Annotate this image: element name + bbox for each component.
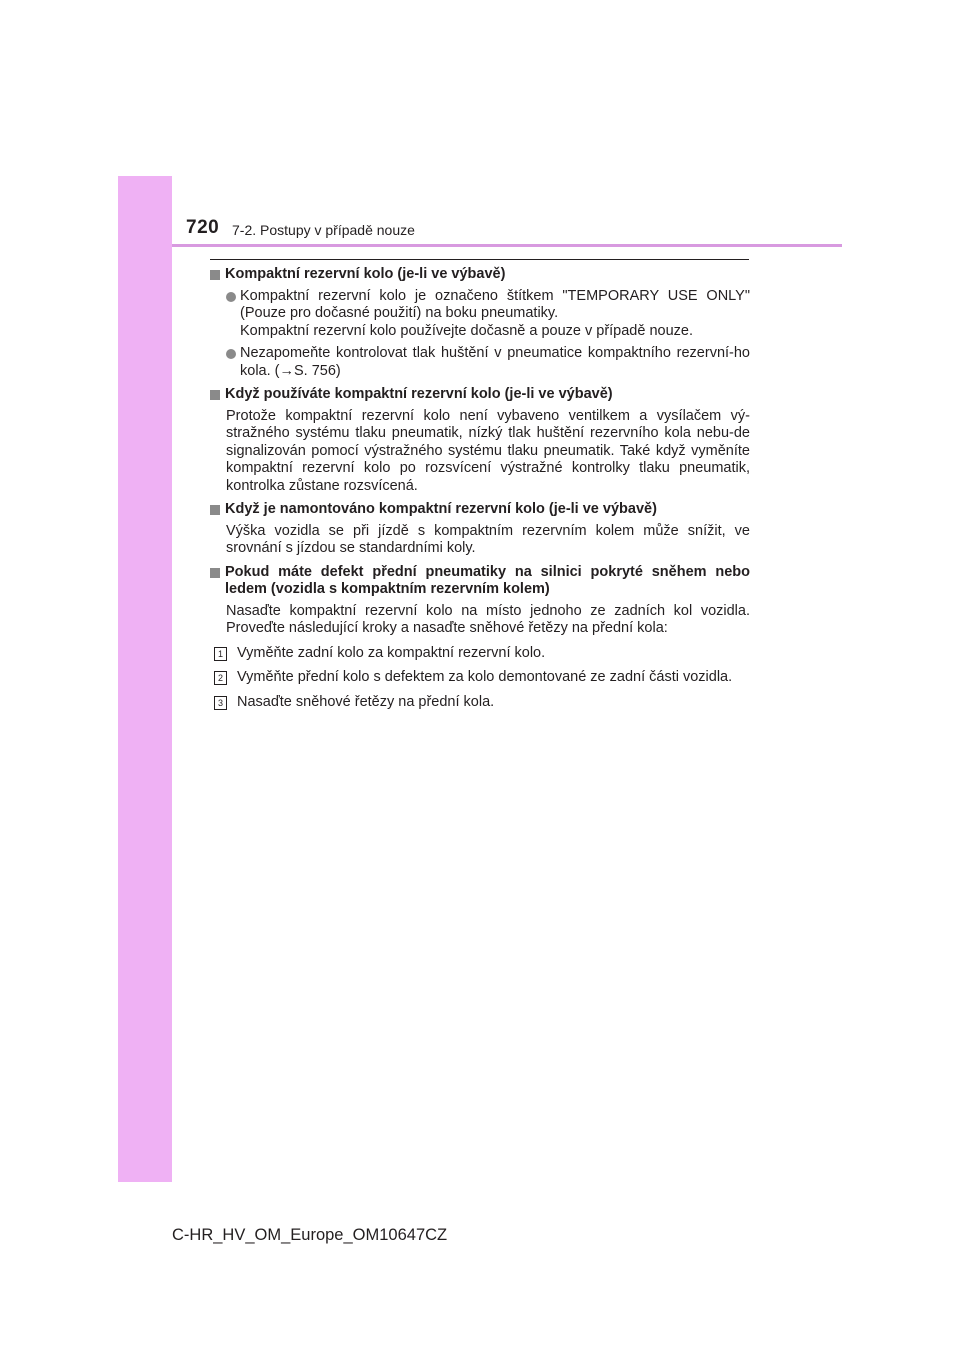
bullet-text: Kompaktní rezervní kolo používejte dočasně a pouze v případě nouze. xyxy=(240,322,694,339)
square-bullet-icon xyxy=(210,270,220,280)
square-bullet-icon xyxy=(210,390,220,400)
round-bullet-icon xyxy=(226,349,236,359)
step-text: Nasaďte sněhové řetězy na přední kola. xyxy=(237,693,495,710)
section-paragraph: Výška vozidla se při jízdě s kompaktním rezervním kolem může snížit, ve srovnání s jízdou se standardními koly. xyxy=(226,522,750,556)
section-heading: Když je namontováno kompaktní rezervní kolo (je-li ve výbavě) xyxy=(210,501,750,519)
section-using-compact-spare xyxy=(210,386,750,495)
side-color-band xyxy=(118,176,172,1182)
step-number: 2 xyxy=(214,671,227,685)
square-bullet-icon xyxy=(210,568,220,578)
section-heading: Když používáte kompaktní rezervní kolo (je-li ve výbavě) xyxy=(210,386,750,404)
section-paragraph: Nasaďte kompaktní rezervní kolo na místo jednoho ze zadních kol vozidla. Proveďte následující kroky a nasaďte sněhové řetězy na přední kola: xyxy=(226,602,750,636)
step-item xyxy=(210,645,750,663)
section-compact-spare xyxy=(210,266,750,380)
round-bullet-icon xyxy=(226,292,236,302)
section-mounted-compact-spare xyxy=(210,501,750,558)
step-number: 3 xyxy=(214,696,227,710)
section-paragraph: Protože kompaktní rezervní kolo není vybaveno ventilkem a vysílačem vý-stražného systému tlaku pneumatik, nízký tlak huštění rezervního kola nebu-de signalizován pomocí výstražného systému tlaku pneumatik. Také když vyměníte kompaktní rezervní kolo po rozsvícení výstražné kontrolky tlaku pneumatik, kontrolka zůstane rozsvícená. xyxy=(226,407,750,494)
section-heading: Kompaktní rezervní kolo (je-li ve výbavě) xyxy=(210,266,750,284)
document-code: C-HR_HV_OM_Europe_OM10647CZ xyxy=(172,1226,448,1244)
step-text: Vyměňte přední kolo s defektem za kolo demontované ze zadní části vozidla. xyxy=(237,669,733,685)
header-divider xyxy=(172,244,842,247)
step-item xyxy=(210,669,750,687)
section-heading: Pokud máte defekt přední pneumatiky na silnici pokryté sněhem nebo ledem (vozidla s kompaktním rezervním kolem) xyxy=(210,564,750,599)
content-divider xyxy=(210,259,749,260)
list-item xyxy=(210,288,750,341)
chapter-title: 7-2. Postupy v případě nouze xyxy=(232,222,415,238)
step-text: Vyměňte zadní kolo za kompaktní rezervní kolo. xyxy=(237,644,546,661)
list-item xyxy=(210,345,750,380)
bullet-text: Nezapomeňte kontrolovat tlak huštění v pneumatice kompaktního rezervní-ho kola. (→S. 756) xyxy=(240,345,750,379)
bullet-text: Kompaktní rezervní kolo je označeno štítkem "TEMPORARY USE ONLY" (Pouze pro dočasné použití) na boku pneumatiky. xyxy=(240,287,750,321)
step-item xyxy=(210,694,750,712)
step-number: 1 xyxy=(214,647,227,661)
section-front-flat-snow xyxy=(210,564,750,712)
square-bullet-icon xyxy=(210,505,220,515)
page-number: 720 xyxy=(186,217,220,238)
content-body xyxy=(210,266,750,717)
